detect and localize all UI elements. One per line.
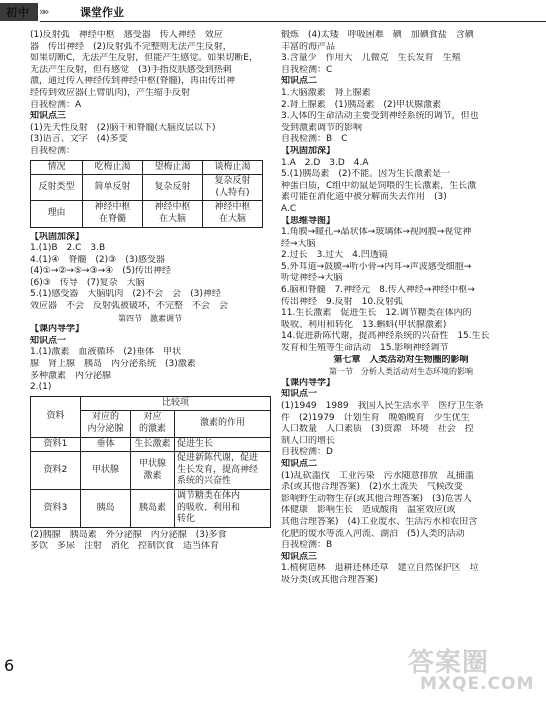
text-line: 锻炼 (4)太矮 呼吸困难 碘 加碘食盐 含碘 — [281, 30, 474, 40]
text-line: 自我检测：C — [281, 64, 333, 75]
table-row — [31, 175, 263, 201]
right-text — [281, 30, 521, 587]
text-line: 自我检测：A — [30, 99, 82, 110]
text-line: 【思维导图】 — [281, 215, 336, 226]
page-number: 6 — [4, 656, 15, 675]
text-line: 【课内导学】 — [281, 377, 336, 388]
text-line: 11.生长激素 促进生长 12.调节糖类在体内的 — [281, 308, 472, 319]
text-line: 【课内导学】 — [30, 324, 85, 335]
table-cell: 神经中枢 在脊髓 — [83, 201, 143, 227]
table-cell: 胰岛 — [81, 489, 131, 527]
text-line: 第一节 分析人类活动对生态环境的影响 — [329, 367, 473, 377]
text-line: 制人口的增长 — [281, 435, 336, 446]
table-cell: 促进生长 — [175, 437, 271, 452]
table-row — [31, 489, 271, 527]
text-line: 知识点一 — [30, 335, 67, 346]
text-line: 杀(或其他合理答案) (2)水土流失 气候改变 — [281, 482, 463, 493]
hormone-table — [30, 396, 271, 528]
text-line: 多种激素 内分泌腺 — [30, 370, 112, 381]
table-header-cell: 吃梅止渴 — [83, 160, 143, 175]
text-line: 自我检测：B C — [281, 134, 348, 145]
table-row-label: 资料2 — [31, 452, 81, 490]
left-bottom-text — [30, 530, 270, 553]
page-header — [0, 0, 546, 24]
table-cell: 简单反射 — [83, 175, 143, 201]
left-top-text — [30, 30, 270, 158]
text-line: 经传到效应器(上臂肌肉)，产生缩手反射 — [30, 87, 191, 98]
text-line: (4)①→②→⑤→③→④ (5)传出神经 — [30, 266, 172, 277]
grade-tag: 初中 — [6, 6, 30, 19]
table-header-cell: 望梅止渴 — [143, 160, 203, 175]
text-line: 吸收、利用和转化 13.蝌蚪(甲状腺激素) — [281, 319, 447, 330]
table-row — [31, 396, 271, 411]
watermark-logo — [400, 642, 540, 698]
table-header-cell: 对应 的激素 — [131, 411, 175, 437]
text-line: 体健康 影响生长 造成酸雨 温室效应(或 — [281, 505, 456, 516]
text-line: 圾分类(或其他合理答案) — [281, 574, 379, 585]
text-line: 如果切断C，无法产生反射，但能产生感觉。如果切断E， — [30, 53, 258, 64]
text-line: 自我检测： — [30, 145, 76, 156]
text-line: 1.(1)激素 血液循环 (2)垂体 甲状 — [30, 347, 182, 358]
table-row-label: 反射类型 — [31, 175, 83, 201]
text-line: 影响野生动物生存(或其他合理答案) (3)危害人 — [281, 493, 472, 504]
table-row — [31, 437, 271, 452]
text-line: 第四节 激素调节 — [118, 313, 182, 323]
right-column — [281, 30, 521, 587]
text-line: 14.促进新陈代谢，提高神经系统的兴奋性 15.生长 — [281, 331, 490, 342]
text-line: (2)胰腺 胰岛素 外分泌腺 内分泌腺 (3)多食 — [30, 529, 227, 540]
text-line: 4.(1)④ 脊髓 (2)③ (3)感受器 — [30, 254, 165, 265]
chevron-icon: »» — [39, 5, 47, 18]
text-line: 1.A 2.D 3.D 4.A — [281, 157, 369, 168]
table-cell: 促进新陈代谢，促进 生长发育，提高神经 系统的兴奋性 — [175, 452, 271, 490]
text-line: 3.含量少 作用大 儿微克 生长发育 生殖 — [281, 53, 461, 64]
text-line: 人口数量 人口素质 (3)资源 环境 社会 控 — [281, 424, 474, 435]
table-cell: 胰岛素 — [131, 489, 175, 527]
table-header-cell: 谈梅止渴 — [203, 160, 263, 175]
text-line: 传出神经 9.反射 10.反射弧 — [281, 296, 403, 307]
text-line: 腺 肾上腺 胰岛 内分泌系统 (3)激素 — [30, 359, 196, 370]
text-line: 无法产生反射，但有感觉 (3)手指皮肤感受到热刺 — [30, 64, 232, 75]
text-line: 发育和生殖等生命活动 15.影响神经调节 — [281, 343, 449, 354]
text-line: 器 传出神经 (2)反射弧不完整则无法产生反射， — [30, 41, 232, 52]
text-line: 件 (2)1979 计划生育 晚婚晚育 少生优生 — [281, 412, 470, 423]
table-row — [31, 160, 263, 175]
table-cell: 甲状腺 — [81, 452, 131, 490]
text-line: 化肥的废水等流入河流、湖泊 (5)人类的活动 — [281, 528, 465, 539]
table-row-label: 资料1 — [31, 437, 81, 452]
table-row — [31, 201, 263, 227]
table-cell: 复杂反射 — [143, 175, 203, 201]
text-line: (1)反射弧 神经中枢 感受器 传人神经 效应 — [30, 30, 223, 40]
text-line: 激，通过传入神经传到神经中枢(脊髓)，再由传出神 — [30, 76, 236, 87]
text-line: 5.(1)胰岛素 (2)不能。因为生长激素是一 — [281, 169, 451, 180]
text-line: 1.(1)B 2.C 3.B — [30, 243, 106, 254]
text-line: A.C — [281, 203, 297, 214]
header-title: 课堂作业 — [80, 6, 124, 19]
text-line: 多饮 多尿 注射 消化 控制饮食 适当体育 — [30, 541, 220, 552]
text-line: 知识点二 — [281, 458, 318, 469]
text-line: 2.肾上腺素 (1)胰岛素 (2)甲状腺激素 — [281, 99, 442, 110]
text-line: 2.(1) — [30, 382, 52, 393]
text-line: (1)1949 1989 我国人民生活水平 医疗卫生条 — [281, 401, 484, 411]
table-cell: 神经中枢 在大脑 — [143, 201, 203, 227]
text-line: 知识点三 — [30, 111, 67, 122]
table-row — [31, 452, 271, 490]
table-cell: 甲状腺 激素 — [131, 452, 175, 490]
text-line: (1)先天性反射 (2)脑干和脊髓(大脑皮层以下) — [30, 122, 216, 133]
table-cell: 调节糖类在体内 的吸收、利用和 转化 — [175, 489, 271, 527]
text-line: 5.(1)感受器 大脑肌肉 (2)不会 会 (3)神经 — [30, 289, 221, 300]
text-line: 种蛋白质，C组中幼鼠是饲喂的生长激素，生长激 — [281, 180, 477, 191]
text-line: 3.人体的生命活动主要受到神经系统的调节，但也 — [281, 111, 479, 122]
text-line: 2.过长 3.过大 4.凹透镜 — [281, 250, 388, 261]
table-row-label: 理由 — [31, 201, 83, 227]
watermark-text: 答案圈 — [408, 648, 490, 678]
table-header-cell: 情况 — [31, 160, 83, 175]
text-line: 受到激素调节的影响 — [281, 122, 363, 133]
watermark-url: MXQE.COM — [420, 674, 535, 694]
text-line: 自我检测：D — [281, 447, 333, 458]
text-line: 1.角膜→瞳孔→晶状体→玻璃体→视网膜→视觉神 — [281, 227, 472, 238]
text-line: 【巩固加深】 — [281, 145, 336, 156]
text-line: 自我检测：B — [281, 540, 333, 551]
text-line: 经→大脑 — [281, 238, 316, 249]
table-header-cell: 激素的作用 — [175, 411, 271, 437]
text-line: 6.脑和脊髓 7.神经元 8.传入神经→神经中枢→ — [281, 285, 475, 296]
table-row-label: 资料3 — [31, 489, 81, 527]
text-line: 第七章 人类活动对生物圈的影响 — [333, 354, 469, 365]
table-header-cell: 对应的 内分泌腺 — [81, 411, 131, 437]
text-line: 其他合理答案) (4)工业废水、生活污水和农田含 — [281, 516, 478, 527]
table-cell: 神经中枢 在大脑 — [203, 201, 263, 227]
text-line: 1.植树造林 退耕还林还草 建立自然保护区 垃 — [281, 563, 479, 574]
text-line: 丰富的海产品 — [281, 41, 336, 52]
table-cell: 复杂反射 (人特有) — [203, 175, 263, 201]
left-column — [30, 30, 270, 553]
table-cell: 生长激素 — [131, 437, 175, 452]
left-mid-text — [30, 232, 270, 394]
text-line: 1.大脑激素 肾上腺素 — [281, 87, 371, 98]
text-line: (1)乱砍滥伐 工业污染 污水随意排放 乱捕滥 — [281, 470, 474, 481]
table-group-header: 比较项 — [81, 396, 271, 411]
reflex-table — [30, 160, 263, 228]
table-cell: 垂体 — [81, 437, 131, 452]
text-line: 效应器 不会 反射弧被破坏，不完整 不会 会 — [30, 301, 229, 312]
table-header-cell: 资料 — [31, 396, 81, 437]
header-rule — [40, 21, 546, 22]
text-line: 5.外耳道→鼓膜→听小骨→内耳→声波感受细胞→ — [281, 261, 472, 272]
text-line: 听觉神经→大脑 — [281, 273, 343, 284]
text-line: (6)③ 传导 (7)复杂 大脑 — [30, 277, 145, 288]
text-line: 【巩固加深】 — [30, 231, 85, 242]
text-line: 素可能在消化道中被分解而失去作用 (3) — [281, 192, 447, 203]
text-line: (3)语言、文字 (4)多变 — [30, 134, 128, 145]
text-line: 知识点二 — [281, 76, 318, 87]
text-line: 知识点三 — [281, 551, 318, 562]
text-line: 知识点一 — [281, 389, 318, 400]
